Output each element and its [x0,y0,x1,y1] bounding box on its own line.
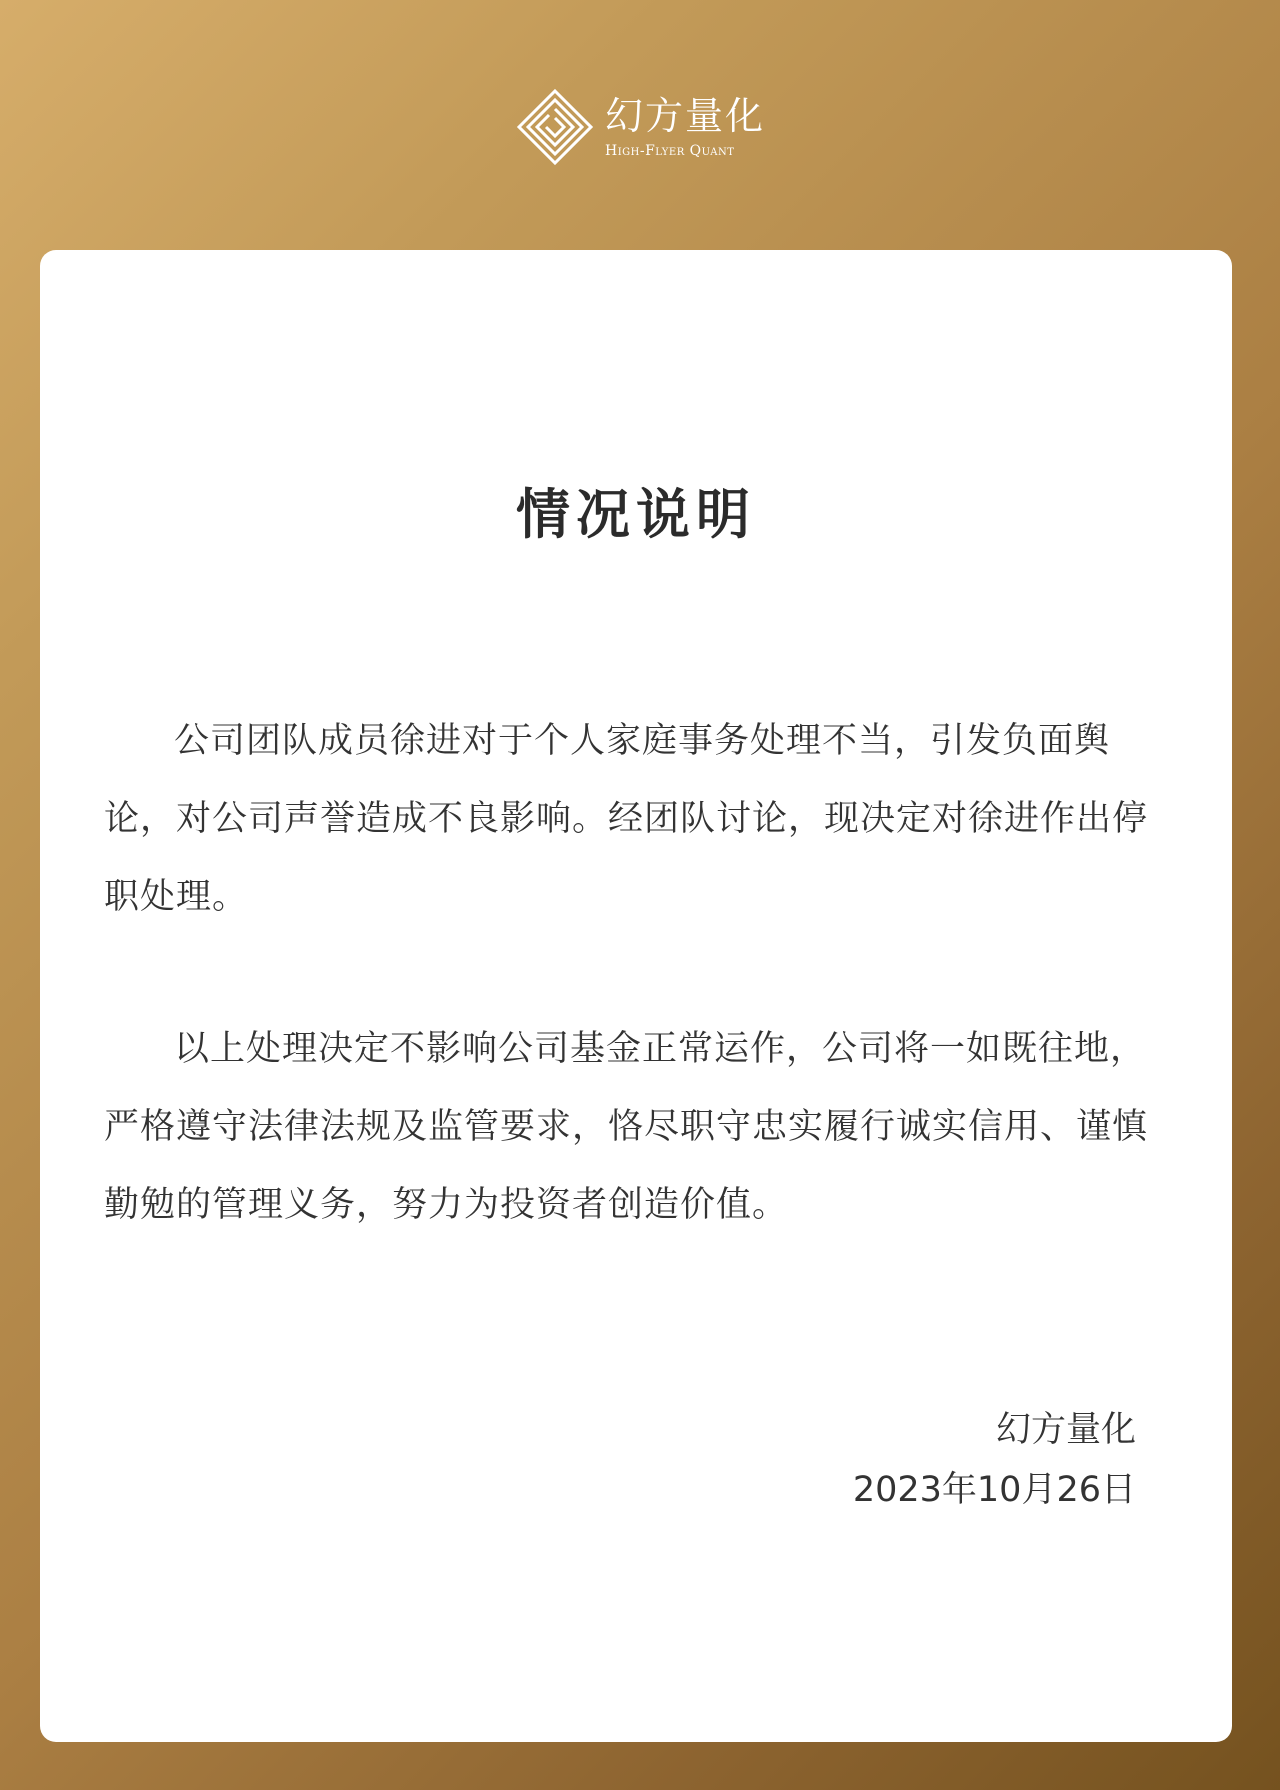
signature-date: 2023年10月26日 [852,1470,1136,1510]
company-logo [515,87,765,167]
brand-name-cn: 幻方量化 [604,94,765,138]
notice-paragraph-2: 以上处理决定不影响公司基金正常运作，公司将一如既往地，严格遵守法律法规及监管要求，恪尽职守忠实履行诚实信用、谨慎勤勉的管理义务，努力为投资者创造价值。 [104,1029,1149,1225]
notice-card [40,250,1232,1742]
high-flyer-logo-icon [515,87,595,167]
signature-company: 幻方量化 [995,1410,1136,1450]
notice-title: 情况说明 [516,483,756,546]
notice-paragraph-1: 公司团队成员徐进对于个人家庭事务处理不当，引发负面舆论，对公司声誉造成不良影响。经团队讨论，现决定对徐进作出停职处理。 [104,721,1149,917]
signature-block [853,1400,1136,1520]
logo-text [605,94,765,160]
brand-name-en: High-Flyer Quant [604,143,735,159]
header [0,82,1280,172]
